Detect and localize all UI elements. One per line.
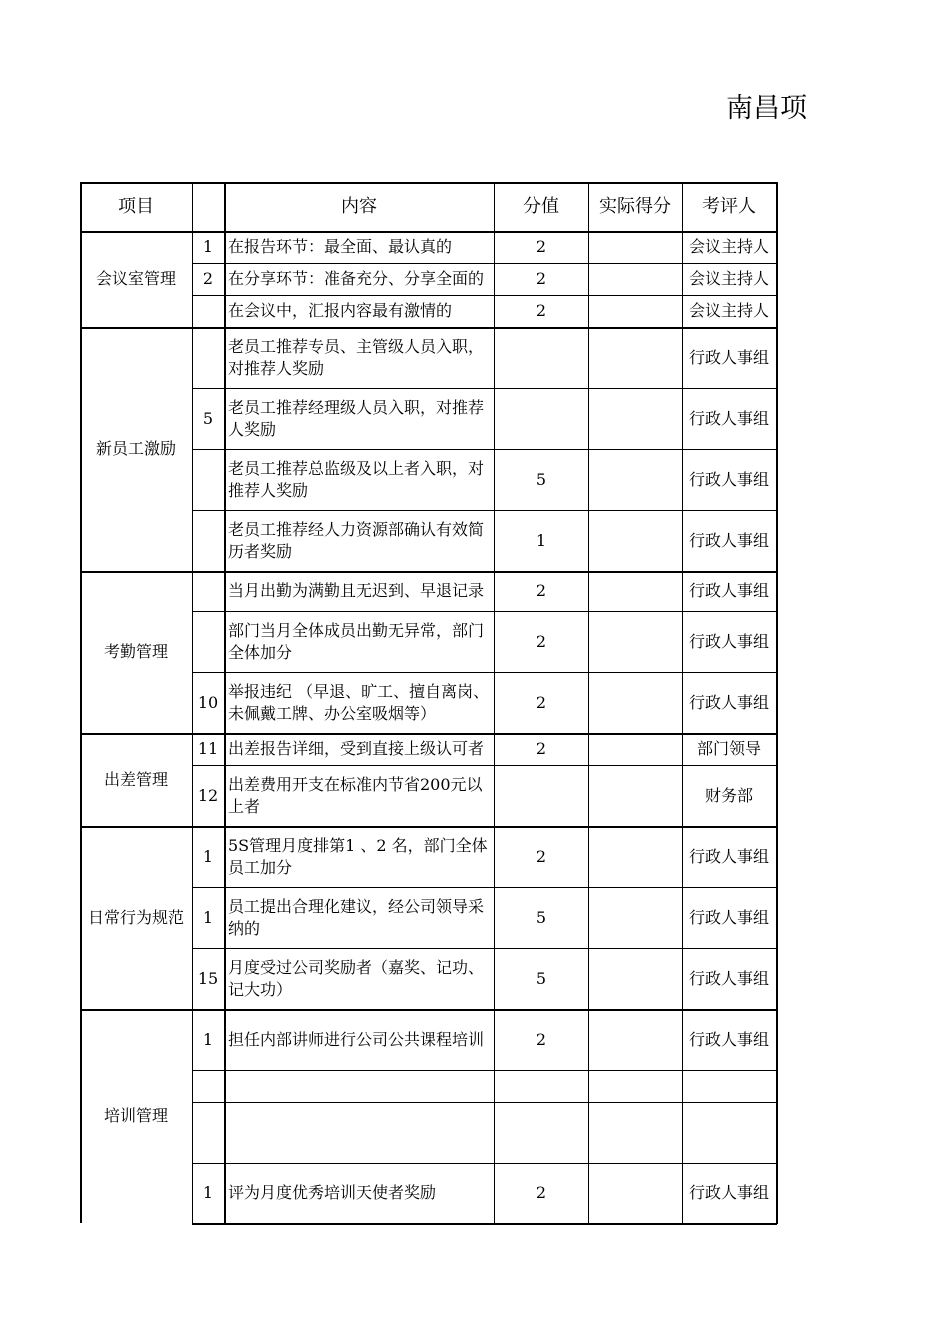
row-number: [192, 510, 224, 571]
grid-line: [192, 672, 777, 673]
row-content: 在分享环节：准备充分、分享全面的: [228, 269, 485, 288]
grid-line: [192, 1070, 777, 1071]
row-score: 5: [535, 968, 547, 988]
grid-line: [192, 388, 777, 389]
row-evaluator: 行政人事组: [688, 1183, 769, 1202]
header-cell: 内容: [341, 195, 377, 217]
grid-line: [192, 887, 777, 888]
category-cell: 出差管理: [103, 769, 168, 789]
row-score: 2: [535, 581, 547, 600]
grid-line: [682, 182, 683, 1224]
row-evaluator: 行政人事组: [688, 347, 769, 367]
grid-line: [192, 510, 777, 511]
grid-line: [192, 611, 777, 612]
grid-line: [80, 327, 777, 329]
grid-line: [80, 182, 82, 1223]
grid-line: [80, 571, 777, 573]
grid-line: [192, 449, 777, 450]
row-score: 5: [535, 469, 547, 489]
grid-line: [588, 182, 589, 1224]
row-number: 1: [202, 846, 214, 866]
row-number: [192, 327, 224, 388]
row-score: 5: [535, 907, 547, 927]
row-content: 部门当月全体成员出勤无异常，部门全体加分: [228, 620, 485, 662]
row-score: [494, 1102, 588, 1163]
row-score: [494, 388, 588, 449]
row-evaluator: 行政人事组: [688, 408, 769, 428]
row-number: 11: [197, 739, 219, 758]
category-cell: 新员工激励: [95, 439, 176, 458]
row-number: [192, 611, 224, 672]
grid-line: [776, 182, 778, 1224]
row-evaluator: [682, 1102, 776, 1163]
row-score: 2: [535, 692, 547, 712]
row-content: 员工提出合理化建议，经公司领导采纳的: [228, 896, 485, 938]
row-evaluator: 会议主持人: [688, 301, 769, 320]
row-number: [192, 1070, 224, 1102]
grid-line: [192, 263, 777, 264]
row-number: [192, 1102, 224, 1163]
row-content: 老员工推荐经人力资源部确认有效简历者奖励: [228, 519, 485, 561]
row-number: 15: [197, 968, 219, 988]
row-content: 评为月度优秀培训天使者奖励: [228, 1183, 437, 1202]
row-evaluator: 行政人事组: [688, 530, 769, 550]
grid-line: [192, 295, 777, 296]
table-border: [80, 182, 777, 184]
row-content: 老员工推荐专员、主管级人员入职，对推荐人奖励: [228, 336, 485, 378]
row-score: 2: [535, 739, 547, 758]
row-content: 出差报告详细，受到直接上级认可者: [228, 739, 485, 758]
table-border: [80, 231, 777, 233]
row-content: 当月出勤为满勤且无迟到、早退记录: [228, 581, 485, 600]
row-number: 10: [197, 692, 219, 712]
row-evaluator: 会议主持人: [688, 269, 769, 288]
row-evaluator: 行政人事组: [688, 631, 769, 651]
header-cell: 分值: [523, 195, 559, 217]
row-number: 1: [202, 1183, 214, 1202]
grid-line: [192, 948, 777, 949]
row-number: 2: [202, 269, 214, 288]
row-number: [192, 449, 224, 510]
row-number: 12: [197, 785, 219, 805]
row-score: 1: [535, 530, 547, 550]
row-content: 5S管理月度排第1 、2 名，部门全体员工加分: [228, 835, 488, 877]
grid-line: [192, 1102, 777, 1103]
row-score: [494, 327, 588, 388]
row-number: [192, 571, 224, 611]
category-cell: 日常行为规范: [87, 907, 184, 927]
grid-line: [80, 1009, 777, 1011]
row-number: 1: [202, 907, 214, 927]
grid-line: [224, 182, 226, 1224]
row-content: [224, 1070, 494, 1102]
category-cell: 考勤管理: [103, 642, 168, 661]
row-content: 老员工推荐总监级及以上者入职，对推荐人奖励: [228, 458, 485, 500]
grid-line: [80, 733, 777, 735]
grid-line: [192, 765, 777, 766]
row-evaluator: 行政人事组: [688, 907, 769, 927]
row-number: 1: [202, 237, 214, 256]
grid-line: [192, 1163, 777, 1164]
row-score: 2: [535, 1029, 547, 1049]
row-evaluator: 行政人事组: [688, 846, 769, 866]
row-evaluator: [682, 1070, 776, 1102]
row-content: 担任内部讲师进行公司公共课程培训: [228, 1029, 485, 1049]
row-evaluator: 行政人事组: [688, 581, 769, 600]
row-number: 1: [202, 1029, 214, 1049]
row-score: [494, 1070, 588, 1102]
page-title: 南昌项: [726, 93, 807, 124]
row-score: 2: [535, 631, 547, 651]
row-content: 老员工推荐经理级人员入职，对推荐人奖励: [228, 397, 485, 439]
row-content: 出差费用开支在标准内节省200元以上者: [228, 774, 483, 816]
row-number: [192, 295, 224, 327]
row-evaluator: 行政人事组: [688, 1029, 769, 1049]
row-content: 举报违纪 （早退、旷工、擅自离岗、未佩戴工牌、办公室吸烟等）: [228, 681, 490, 723]
row-score: 2: [535, 846, 547, 866]
row-score: 2: [535, 237, 547, 256]
row-evaluator: 会议主持人: [688, 237, 769, 256]
row-evaluator: 财务部: [704, 785, 753, 805]
category-cell: 会议室管理: [95, 269, 176, 288]
row-content: 在报告环节：最全面、最认真的: [228, 237, 453, 256]
header-cell: 实际得分: [599, 195, 671, 217]
row-score: [494, 765, 588, 826]
row-content: 在会议中，汇报内容最有激情的: [228, 301, 453, 320]
row-evaluator: 行政人事组: [688, 692, 769, 712]
row-evaluator: 行政人事组: [688, 968, 769, 988]
row-evaluator: 部门领导: [696, 739, 761, 758]
grid-line: [192, 1223, 777, 1225]
row-content: [224, 1102, 494, 1163]
row-content: 月度受过公司奖励者（嘉奖、记功、记大功）: [228, 957, 485, 999]
row-evaluator: 行政人事组: [688, 469, 769, 489]
row-score: 2: [535, 1183, 547, 1202]
header-cell: 考评人: [702, 195, 756, 217]
grid-line: [80, 826, 777, 828]
header-cell: [192, 182, 224, 231]
row-score: 2: [535, 301, 547, 320]
row-score: 2: [535, 269, 547, 288]
row-number: 5: [202, 408, 214, 428]
header-cell: 项目: [118, 195, 154, 217]
grid-line: [494, 182, 495, 1224]
category-cell: 培训管理: [103, 1106, 168, 1125]
grid-line: [192, 182, 193, 1224]
